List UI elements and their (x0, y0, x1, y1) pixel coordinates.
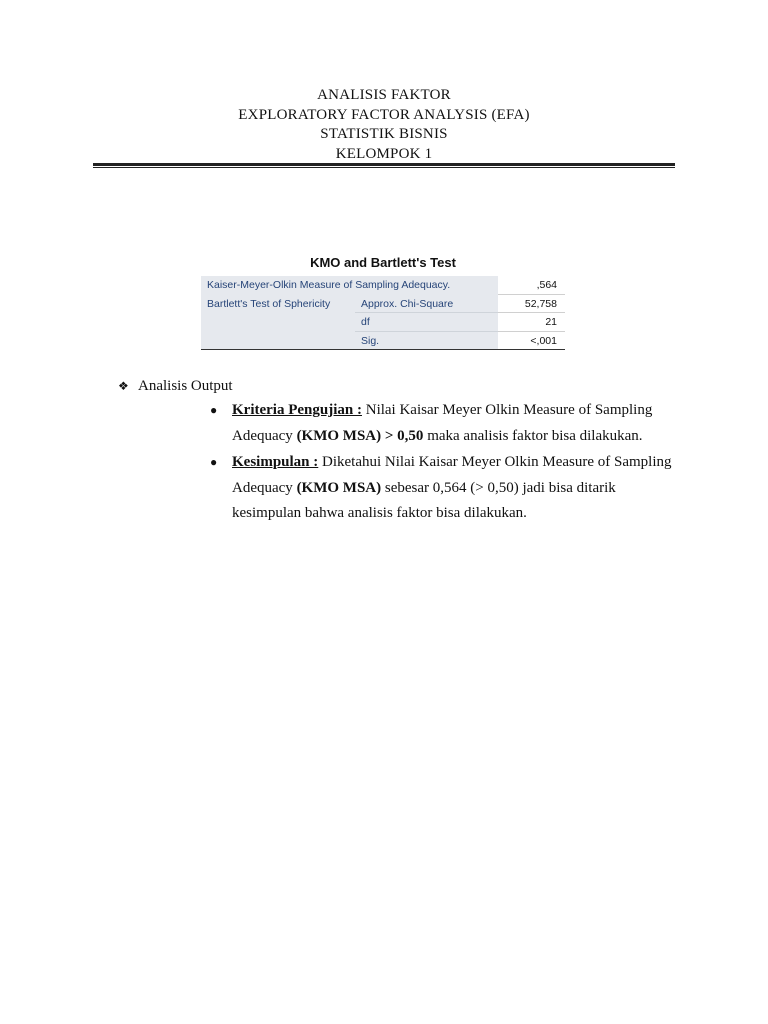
analysis-heading-text: Analisis Output (138, 378, 233, 394)
conclusion-text-a: Diketahui Nilai Kaisar Meyer Olkin Measure of Sampling Adequacy (232, 454, 672, 496)
table-row (201, 295, 565, 314)
analysis-heading (118, 376, 233, 396)
table-row (201, 276, 565, 295)
criteria-label: Kriteria Pengujian : (232, 402, 362, 418)
header-group: KELOMPOK 1 (335, 145, 433, 162)
conclusion-text-b: sebesar 0,564 (> 0,50) jadi bisa ditarik kesimpulan bahwa analisis faktor bisa dilakukan. (232, 479, 616, 521)
diamond-bullet-icon: ❖ (118, 379, 129, 393)
header-divider-thin (93, 167, 675, 168)
kmo-value: ,564 (498, 276, 565, 295)
conclusion-strong: (KMO MSA) (296, 479, 382, 496)
header-title: ANALISIS FAKTOR (317, 87, 451, 103)
df-value: 21 (498, 313, 565, 332)
criteria-text-a: Nilai Kaisar Meyer Olkin Measure of Sampling Adequacy (232, 402, 653, 444)
chi-square-label: Approx. Chi-Square (355, 295, 498, 314)
bartlett-label: Bartlett's Test of Sphericity (201, 295, 355, 314)
bartlett-label-filler (201, 332, 355, 351)
header-subtitle: EXPLORATORY FACTOR ANALYSIS (EFA) (238, 106, 530, 123)
header-course: STATISTIK BISNIS (320, 126, 448, 142)
bullet-dot-icon: ● (210, 403, 218, 417)
list-item (210, 398, 672, 449)
table-bottom-border (201, 349, 565, 350)
table-row (201, 313, 565, 332)
criteria-text-b: maka analisis faktor bisa dilakukan. (423, 427, 643, 444)
kmo-label: Kaiser-Meyer-Olkin Measure of Sampling Adequacy. (201, 276, 498, 295)
df-label: df (355, 313, 498, 332)
sig-label: Sig. (355, 332, 498, 351)
list-item (210, 450, 672, 527)
chi-square-value: 52,758 (498, 295, 565, 314)
kmo-bartlett-table (201, 276, 565, 350)
table-row (201, 332, 565, 351)
table-title: KMO and Bartlett's Test (310, 255, 456, 270)
bullet-dot-icon: ● (210, 455, 218, 469)
sig-value: <,001 (498, 332, 565, 351)
criteria-strong: (KMO MSA) > 0,50 (296, 427, 424, 444)
conclusion-label: Kesimpulan : (232, 454, 319, 470)
document-header (0, 86, 768, 164)
header-divider-thick (93, 163, 675, 166)
bartlett-label-filler (201, 313, 355, 332)
